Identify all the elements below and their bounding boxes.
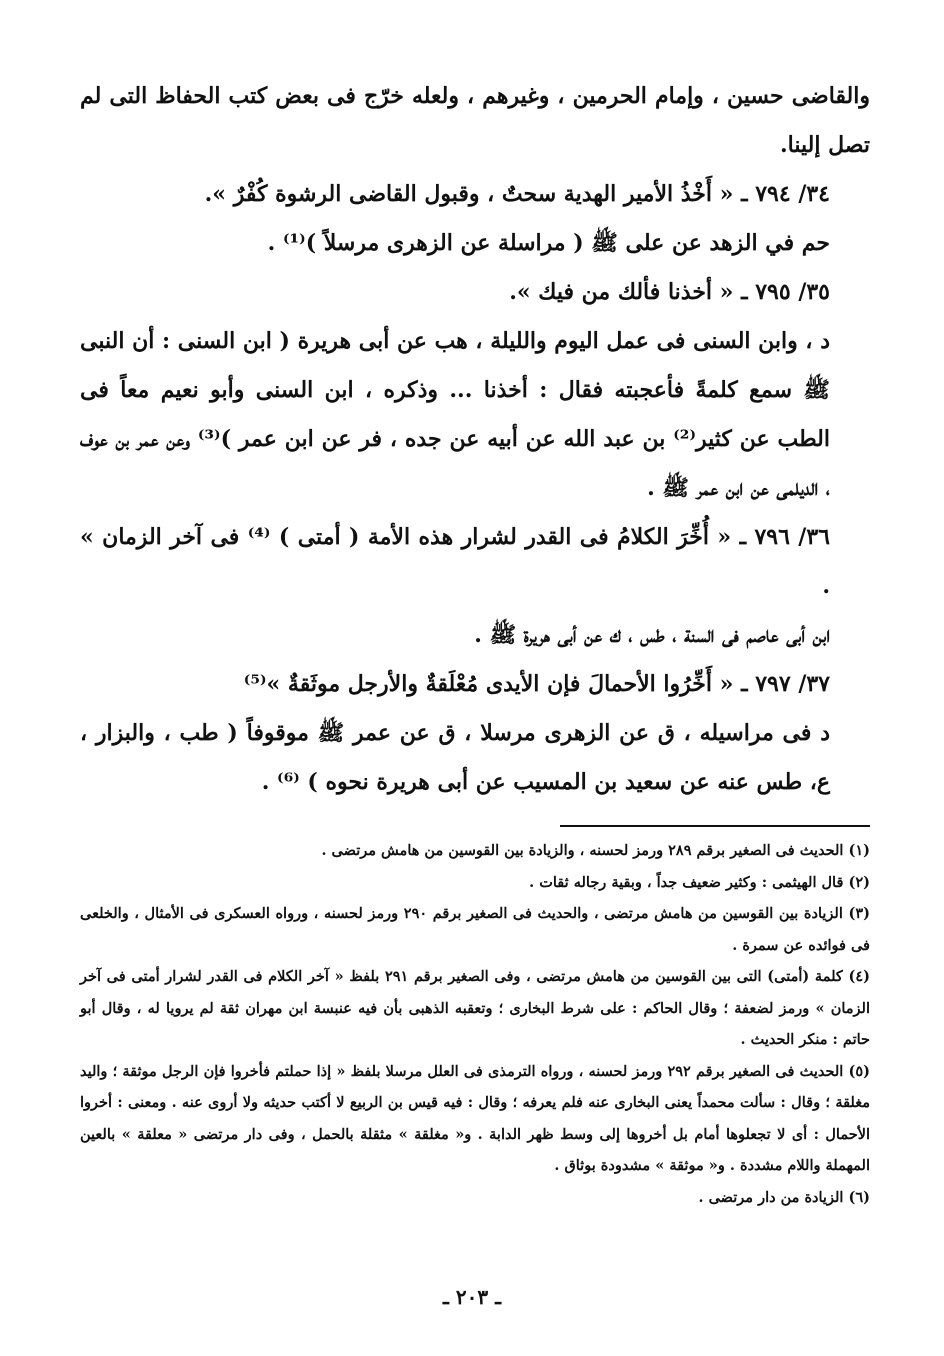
footnote-1: (١) الحديث فى الصغير برقم ٢٨٩ ورمز لحسنه ، والزيادة بين القوسين من هامش مرتضى . <box>321 842 870 859</box>
page-body <box>80 72 870 1213</box>
footnote-2: (٢) قال الهيثمى : وكثير ضعيف جداً ، وبقية رجاله ثقات . <box>529 873 870 891</box>
narration-796: ابن أبى عاصم فى السنة ، طس ، ك عن أبى هريرة ﷺ . <box>474 622 830 648</box>
footnote-5: (٥) الحديث فى الصغير برقم ٢٩٢ ورمز لحسنه ، ورواه الترمذى فى العلل مرسلا بلفظ « إذا حملتم فأخروا فإن الرجل موثقة ؛ واليد مغلقة ؛ وقال : سألت محمداً يعنى البخارى عنه فلم يعرفه ؛ وقال : فيه قيس بن الربيع لا أكتب حديثه ولا أروى عنه . ومعنى : أخروا الأحمال : أى لا تجعلوها أمام بل أخروها إلى وسط ظهر الدابة . و« مغلقة » مثقلة بالحمل ، وفى دار مرتضى « معلقة » بالعين المهملة واللام مشددة . و« موثقة » مشدودة بوثاق . <box>80 1062 870 1174</box>
paragraph-continuation: والقاضى حسين ، وإمام الحرمين ، وغيرهم ، ولعله خرّج فى بعض كتب الحفاظ التى لم تصل إلينا. <box>80 83 870 158</box>
hadith-794: ٣٤/ ٧٩٤ ـ « أَخْذُ الأمير الهدية سحتٌ ، وقبول القاضى الرشوة كُفْرٌ ». <box>204 181 830 207</box>
narration-795: د ، وابن السنى فى عمل اليوم والليلة ، هب عن أبى هريرة ( ابن السنى : أن النبى ﷺ سمع كلمةً فأعجبته فقال : أخذنا ... وذكره ، ابن السنى وأبو نعيم معاً فى الطب عن كثير⁽²⁾ بن عبد الله عن أبيه عن جده ، فر عن ابن عمر )⁽³⁾ وعن عمر بن عوف ، الديلمى عن ابن عمر ﷺ . <box>80 328 830 501</box>
hadith-796: ٣٦/ ٧٩٦ ـ « أُخِّرَ الكلامُ فى القدر لشرار هذه الأمة ( أمتى ) ⁽⁴⁾ فى آخر الزمان » . <box>80 524 830 599</box>
footnote-separator <box>560 825 870 827</box>
hadith-795: ٣٥/ ٧٩٥ ـ « أخذنا فألك من فيك ». <box>509 279 830 305</box>
narration-797: د فى مراسيله ، ق عن الزهرى مرسلا ، ق عن عمر ﷺ موقوفاً ( طب ، والبزار ، ع، طس عنه عن سعيد بن المسيب عن أبى هريرة نحوه ) ⁽⁶⁾ . <box>80 720 830 795</box>
hadith-797: ٣٧/ ٧٩٧ ـ « أَخِّرُوا الأحمالَ فإن الأيدى مُعْلَقةٌ والأرجل موثَقةٌ »⁽⁵⁾ <box>243 671 830 697</box>
narration-794: حم في الزهد عن على ﷺ ( مراسلة عن الزهرى مرسلاً )⁽¹⁾ . <box>267 230 830 256</box>
page-number: ـ ٢٠٣ ـ <box>443 1285 501 1309</box>
footnotes <box>80 835 870 1213</box>
main-text <box>80 72 870 807</box>
footnote-3: (٣) الزيادة بين القوسين من هامش مرتضى ، والحديث فى الصغير برقم ٢٩٠ ورمز لحسنه ، ورواه العسكرى فى الأمثال ، والخلعى فى فوائده عن سمرة . <box>80 905 870 954</box>
footnote-6: (٦) الزيادة من دار مرتضى . <box>698 1188 870 1206</box>
footnote-4: (٤) كلمة (أمتى) التى بين القوسين من هامش مرتضى ، وفى الصغير برقم ٢٩١ بلفظ « آخر الكلام فى القدر لشرار أمتى فى آخر الزمان » ورمز لضعفة ؛ وقال الحاكم : على شرط البخارى ؛ وتعقبه الذهبى بأن فيه عنبسة ابن مهران ثقة لم يرويا له ، وقال أبو حاتم : منكر الحديث . <box>80 968 870 1048</box>
